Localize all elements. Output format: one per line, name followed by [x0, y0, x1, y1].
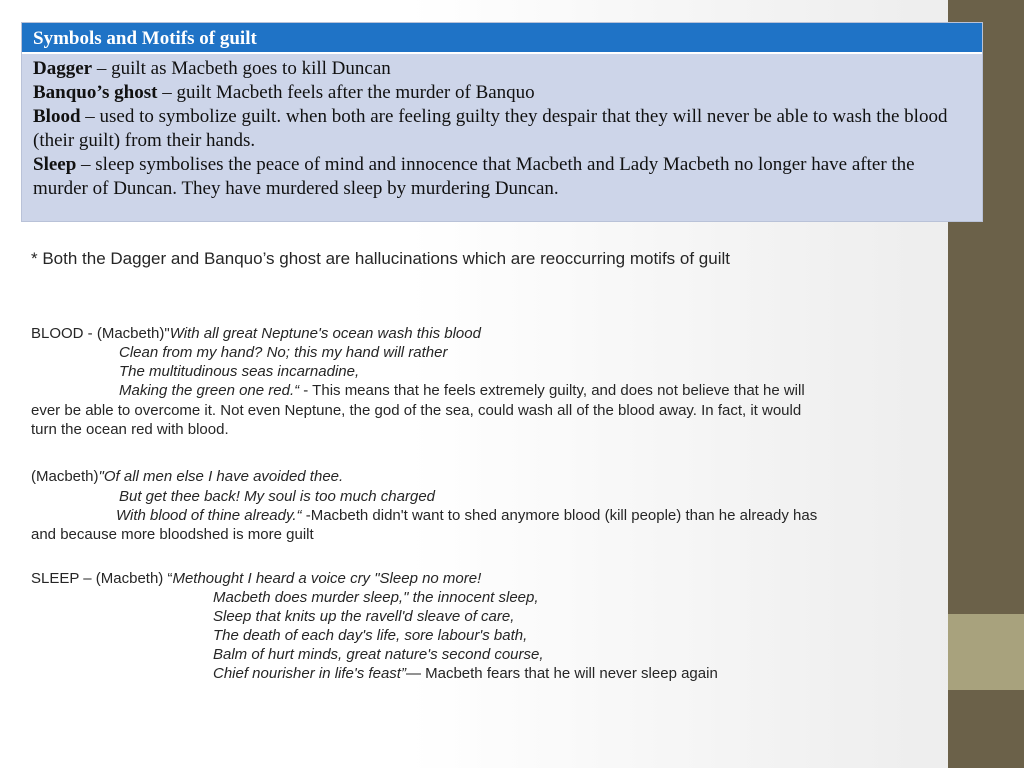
second-blood-quote-line-1	[31, 467, 343, 486]
blood-quote-text: With all great Neptune's ocean wash this blood	[169, 325, 481, 342]
sleep-quote-text: Methought I heard a voice cry "Sleep no more!	[172, 570, 482, 587]
motif-description: – sleep symbolises the peace of mind and innocence that Macbeth and Lady Macbeth no longer have after the murder of Duncan. They have murdered sleep by murdering Duncan.	[33, 154, 915, 199]
motif-description: – guilt Macbeth feels after the murder of Banquo	[157, 82, 535, 103]
blood-quote-line-4	[119, 381, 805, 400]
blood-explanation-line-3: turn the ocean red with blood.	[31, 421, 229, 438]
sleep-quote-line-5: Balm of hurt minds, great nature's second course,	[213, 646, 544, 663]
blood-explanation: - This means that he feels extremely guilty, and does not believe that he will	[299, 382, 805, 399]
motif-row-dagger	[33, 57, 974, 81]
blood-quote-line-1	[31, 324, 481, 343]
second-blood-quote-text: With blood of thine already.“	[116, 507, 302, 524]
motif-name: Banquo’s ghost	[33, 82, 158, 103]
second-blood-quote-line-3	[116, 506, 817, 525]
sleep-quote-text: Chief nourisher in life's feast”	[213, 665, 406, 682]
second-blood-quote-line-2: But get thee back! My soul is too much charged	[119, 488, 436, 505]
sleep-quote-line-6	[213, 664, 718, 683]
motif-name: Blood	[33, 106, 81, 127]
table-body	[22, 54, 982, 221]
second-blood-quote-text: "Of all men else I have avoided thee.	[98, 468, 344, 485]
sleep-explanation: — Macbeth fears that he will never sleep again	[405, 665, 718, 682]
table-header: Symbols and Motifs of guilt	[22, 23, 982, 54]
sleep-quote-line-3: Sleep that knits up the ravell'd sleave of care,	[213, 608, 515, 625]
hallucination-note: * Both the Dagger and Banquo’s ghost are hallucinations which are reoccurring motifs of guilt	[31, 249, 730, 268]
blood-label: BLOOD - (Macbeth)"	[31, 325, 170, 342]
blood-quote-text: Making the green one red.“	[119, 382, 300, 399]
motif-row-banquo	[33, 81, 974, 105]
motif-description: – used to symbolize guilt. when both are feeling guilty they despair that they will never be able to wash the blood (their guilt) from their hands.	[33, 106, 948, 151]
motif-name: Dagger	[33, 58, 93, 79]
sleep-quote-line-2: Macbeth does murder sleep," the innocent sleep,	[213, 589, 539, 606]
motif-description: – guilt as Macbeth goes to kill Duncan	[92, 58, 391, 79]
motif-name: Sleep	[33, 154, 77, 175]
sleep-quote-line-4: The death of each day's life, sore labour's bath,	[213, 627, 528, 644]
blood-explanation-line-2: ever be able to overcome it. Not even Neptune, the god of the sea, could wash all of the blood away. In fact, it would	[31, 402, 802, 419]
sleep-label: SLEEP – (Macbeth) “	[31, 570, 173, 587]
second-blood-label: (Macbeth)	[31, 468, 99, 485]
blood-quote-line-2: Clean from my hand? No; this my hand will rather	[119, 344, 448, 361]
blood-quote-line-3: The multitudinous seas incarnadine,	[119, 363, 360, 380]
second-blood-explanation: -Macbeth didn't want to shed anymore blood (kill people) than he already has	[301, 507, 818, 524]
motif-row-sleep	[33, 153, 974, 201]
motifs-table	[21, 22, 983, 222]
sidebar-accent-block	[948, 614, 1024, 690]
sleep-quote-line-1	[31, 569, 481, 588]
motif-row-blood	[33, 105, 974, 153]
second-blood-explanation-line-2: and because more bloodshed is more guilt	[31, 526, 314, 543]
